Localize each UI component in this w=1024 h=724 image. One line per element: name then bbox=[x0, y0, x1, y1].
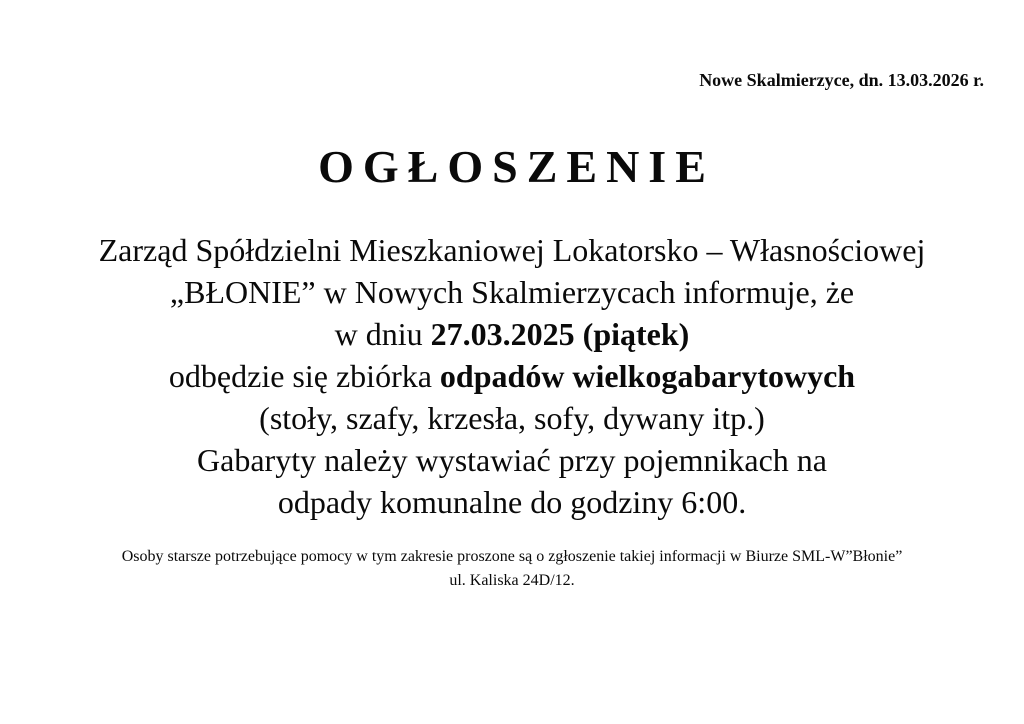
body-text: Gabaryty należy wystawiać przy pojemnikach na bbox=[197, 442, 827, 478]
footer-line: Osoby starsze potrzebujące pomocy w tym zakresie proszone są o zgłoszenie takiej informacji w Biurze SML-W”Błonie” bbox=[121, 548, 903, 565]
footer-note bbox=[0, 545, 1024, 593]
body-text: w dniu bbox=[334, 316, 431, 352]
dateline: Nowe Skalmierzyce, dn. 13.03.2026 r. bbox=[699, 70, 984, 90]
body-text: (stoły, szafy, krzesła, sofy, dywany itp.) bbox=[259, 400, 765, 436]
announcement-body bbox=[0, 229, 1024, 523]
body-text: Zarząd Spółdzielni Mieszkaniowej Lokatorsko – Własnościowej bbox=[98, 232, 926, 268]
footer-line: ul. Kaliska 24D/12. bbox=[449, 572, 575, 589]
body-text: odbędzie się zbiórka bbox=[168, 358, 440, 394]
page-title: OGŁOSZENIE bbox=[318, 141, 715, 192]
body-line bbox=[0, 481, 1024, 523]
body-line bbox=[0, 439, 1024, 481]
body-line bbox=[0, 397, 1024, 439]
body-text-emphasis: odpadów wielkogabarytowych bbox=[439, 358, 856, 394]
body-text: „BŁONIE” w Nowych Skalmierzycach informuje, że bbox=[169, 274, 855, 310]
body-line bbox=[0, 313, 1024, 355]
body-text-emphasis: 27.03.2025 (piątek) bbox=[430, 316, 690, 352]
body-line bbox=[0, 271, 1024, 313]
body-line bbox=[0, 229, 1024, 271]
body-line bbox=[0, 355, 1024, 397]
body-text: odpady komunalne do godziny 6:00. bbox=[277, 484, 747, 520]
